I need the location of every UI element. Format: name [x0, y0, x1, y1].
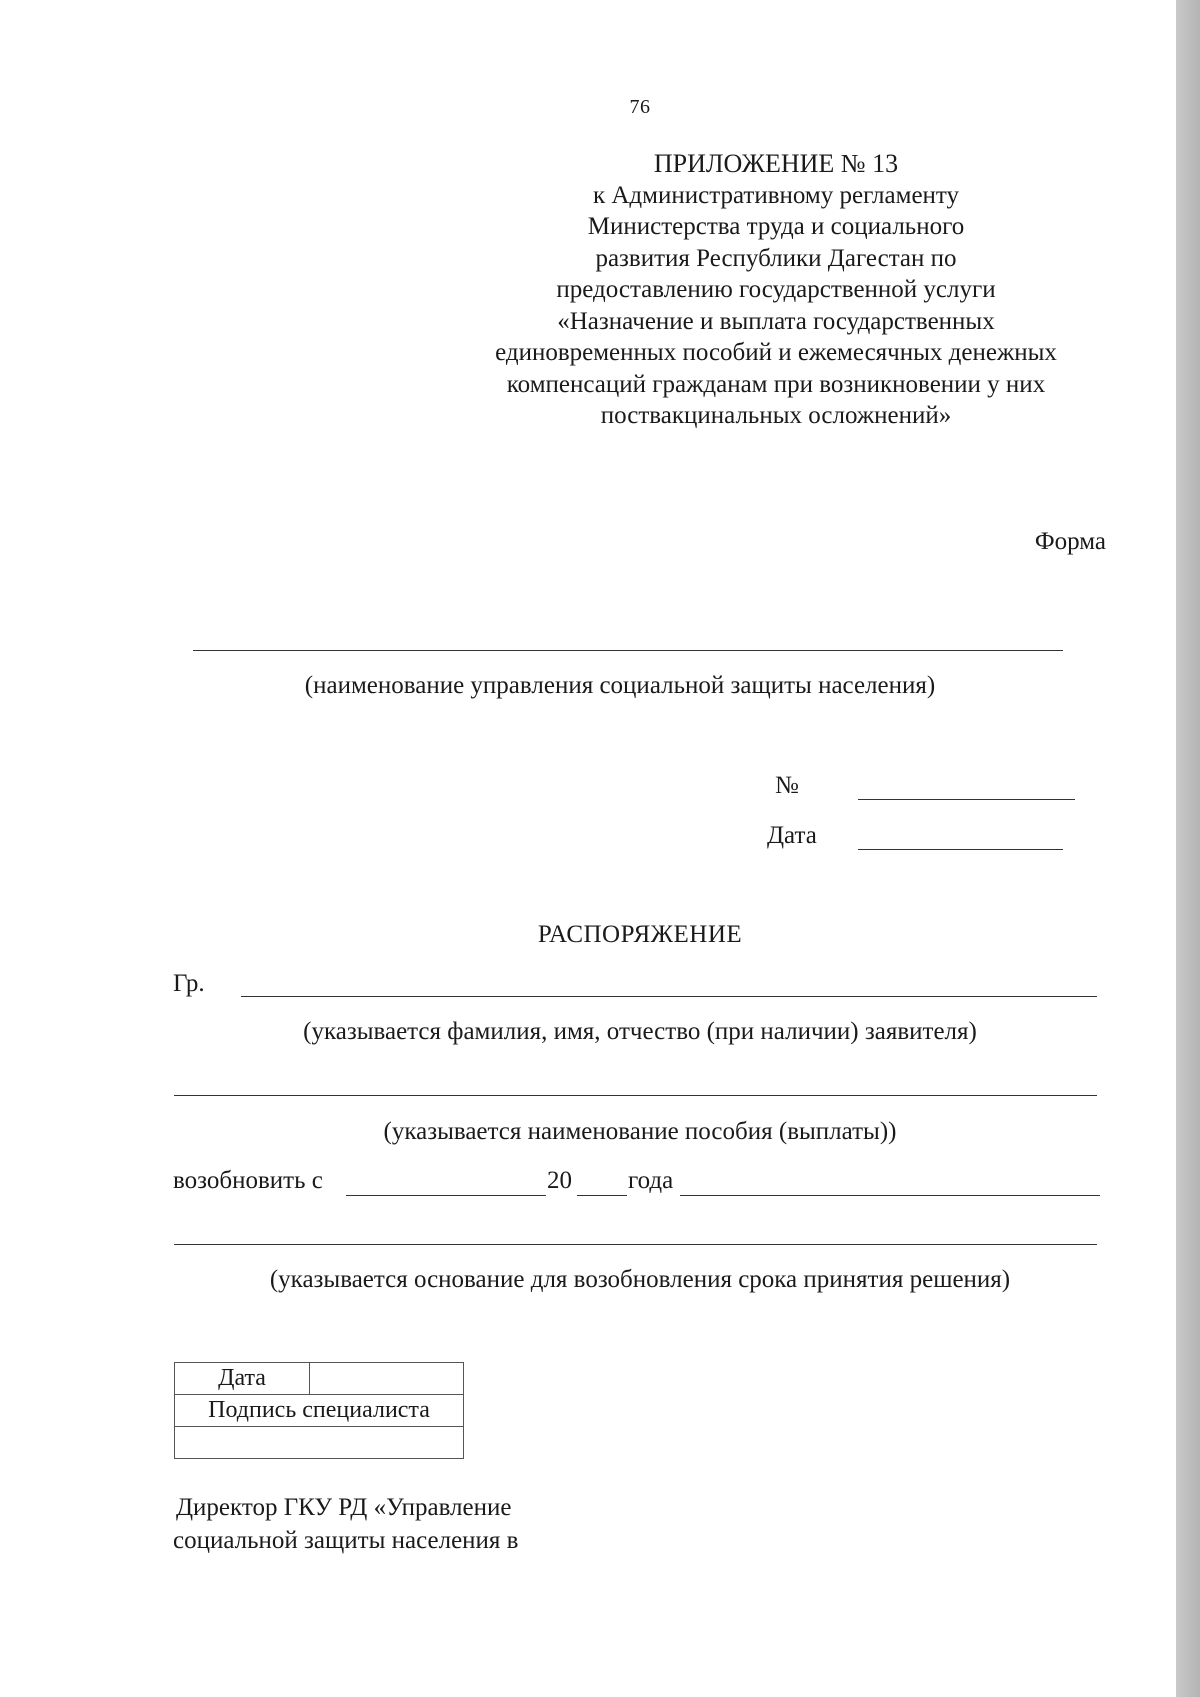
citizen-name-field[interactable] — [241, 996, 1097, 997]
appendix-line: предоставлению государственной услуги — [556, 276, 996, 303]
appendix-line: к Административному регламенту — [592, 181, 960, 209]
resume-extra-field[interactable] — [680, 1195, 1100, 1196]
citizen-label: Гр. — [173, 970, 205, 997]
appendix-line: развития Республики Дагестан по — [595, 244, 957, 272]
director-line: социальной защиты населения в — [173, 1527, 519, 1554]
resume-label: возобновить с — [173, 1167, 323, 1194]
number-label: № — [775, 772, 799, 799]
appendix-title: ПРИЛОЖЕНИЕ № 13 — [653, 149, 899, 178]
appendix-line: единовременных пособий и ежемесячных денежных — [495, 339, 1057, 366]
basis-field[interactable] — [174, 1244, 1097, 1245]
name-caption: (указывается фамилия, имя, отчество (при наличии) заявителя) — [303, 1018, 977, 1045]
specialist-signature-cell[interactable] — [175, 1427, 464, 1459]
benefit-field[interactable] — [174, 1095, 1097, 1096]
signature-table — [174, 1362, 464, 1459]
specialist-signature-label: Подпись специалиста — [175, 1395, 464, 1427]
appendix-line: Министерства труда и социального — [587, 213, 965, 240]
page-number: 76 — [629, 96, 651, 118]
director-block — [173, 1491, 519, 1557]
year-suffix: года — [628, 1167, 674, 1194]
year-field[interactable] — [577, 1195, 627, 1196]
date-label-cell: Дата — [175, 1363, 310, 1395]
table-row — [175, 1395, 464, 1427]
scan-edge — [1176, 0, 1200, 1697]
date-field[interactable] — [858, 849, 1063, 850]
number-field[interactable] — [858, 799, 1075, 800]
year-prefix: 20 — [547, 1167, 572, 1194]
basis-caption: (указывается основание для возобновления срока принятия решения) — [269, 1266, 1011, 1293]
director-line: Директор ГКУ РД «Управление — [176, 1494, 512, 1521]
authority-caption: (наименование управления социальной защиты населения) — [304, 672, 936, 699]
order-title: РАСПОРЯЖЕНИЕ — [537, 921, 743, 948]
date-value-cell[interactable] — [310, 1363, 464, 1395]
date-label: Дата — [767, 822, 817, 849]
resume-date-field[interactable] — [346, 1195, 546, 1196]
appendix-line: поствакцинальных осложнений» — [600, 402, 952, 429]
table-row — [175, 1427, 464, 1459]
authority-name-field[interactable] — [193, 650, 1063, 651]
appendix-header — [456, 148, 1096, 432]
benefit-caption: (указывается наименование пособия (выплаты)) — [383, 1118, 897, 1145]
appendix-line: «Назначение и выплата государственных — [557, 307, 995, 335]
form-label: Форма — [1034, 528, 1106, 555]
table-row — [175, 1363, 464, 1395]
appendix-line: компенсаций гражданам при возникновении у них — [506, 370, 1046, 398]
